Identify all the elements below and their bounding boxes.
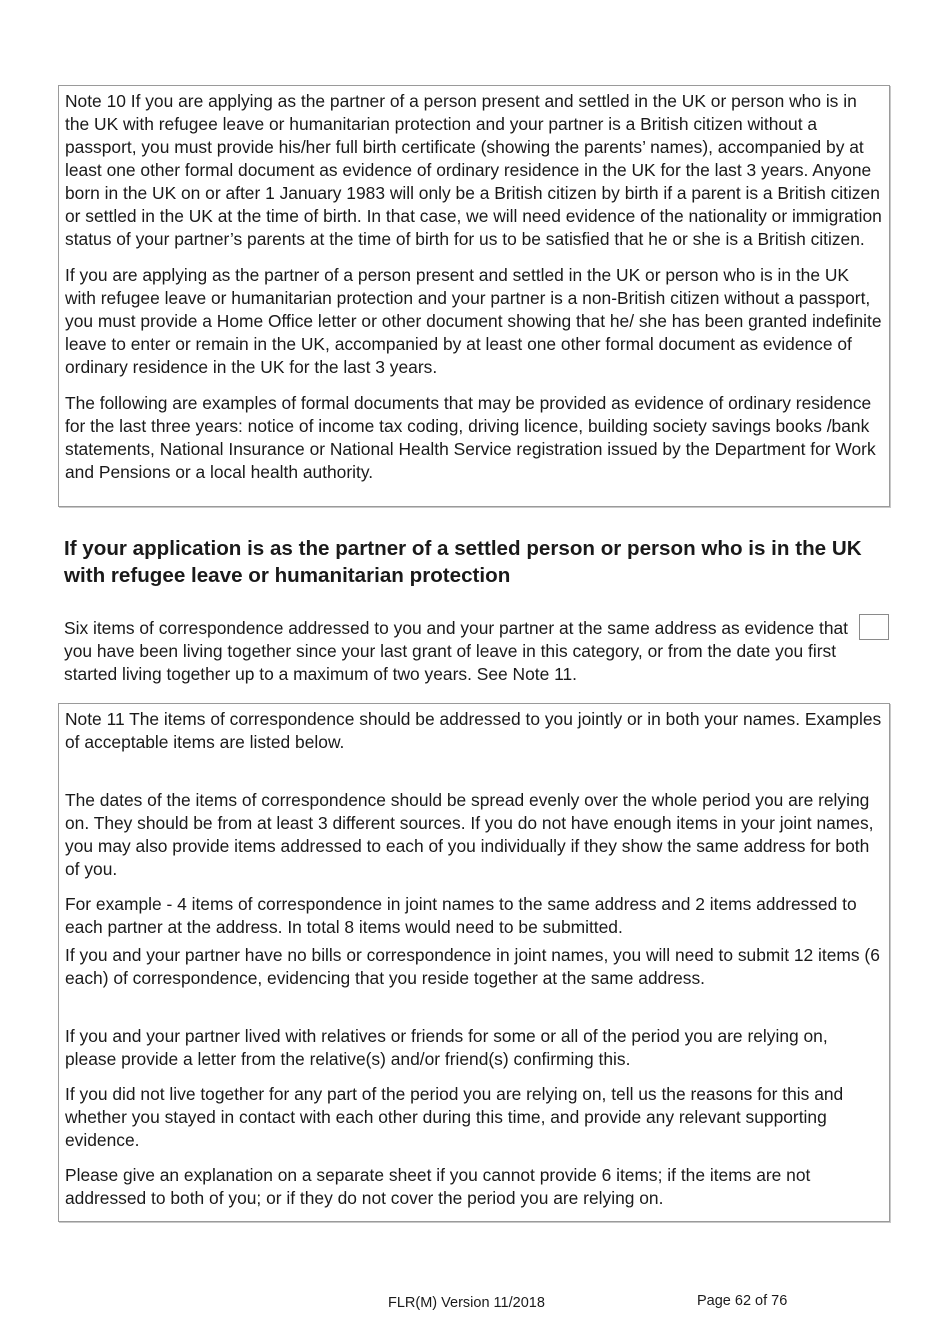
note-10-box <box>58 85 890 507</box>
note-11-paragraph: The dates of the items of correspondence should be spread evenly over the whole period you are relying on. They should be from at least 3 different sources. If you do not have enough items in your joint names, you may also provide items addressed to each of you individually if they show the same address for both of you. <box>65 790 874 879</box>
note-11-paragraph: If you and your partner lived with relatives or friends for some or all of the period you are relying on, please provide a letter from the relative(s) and/or friend(s) confirming this. <box>65 1026 828 1069</box>
footer-version: FLR(M) Version 11/2018 <box>388 1295 545 1311</box>
note-11-paragraph: Note 11 The items of correspondence should be addressed to you jointly or in both your names. Examples of acceptable items are listed below. <box>65 709 882 752</box>
correspondence-item-text: Six items of correspondence addressed to you and your partner at the same address as evidence that you have been living together since your last grant of leave in this category, or from the date you first started living together up to a maximum of two years. See Note 11. <box>64 618 848 684</box>
note-11-paragraph: If you and your partner have no bills or correspondence in joint names, you will need to submit 12 items (6 each) of correspondence, evidencing that you reside together at the same address. <box>65 945 880 988</box>
section-heading: If your application is as the partner of a settled person or person who is in the UK with refugee leave or humanitarian protection <box>64 537 862 587</box>
note-11-paragraph: Please give an explanation on a separate sheet if you cannot provide 6 items; if the items are not addressed to both of you; or if they do not cover the period you are relying on. <box>65 1165 811 1208</box>
note-11-box <box>58 703 890 1222</box>
note-10-paragraph: Note 10 If you are applying as the partner of a person present and settled in the UK or person who is in the UK with refugee leave or humanitarian protection and your partner is a British citizen without a passport, you must provide his/her full birth certificate (showing the parents’ names), accompanied by at least one other formal document as evidence of ordinary residence in the UK for the last 3 years. Anyone born in the UK on or after 1 January 1983 will only be a British citizen by birth if a parent is a British citizen or settled in the UK at the time of birth. In that case, we will need evidence of the nationality or immigration status of your partner’s parents at the time of birth for us to be satisfied that he or she is a British citizen. <box>65 91 882 249</box>
correspondence-checkbox[interactable] <box>859 614 889 640</box>
note-11-paragraph: If you did not live together for any part of the period you are relying on, tell us the reasons for this and whether you stayed in contact with each other during this time, and provide any relevant supporting evidence. <box>65 1084 844 1150</box>
footer-page-number: Page 62 of 76 <box>697 1293 788 1309</box>
note-11-paragraph: For example - 4 items of correspondence in joint names to the same address and 2 items addressed to each partner at the address. In total 8 items would need to be submitted. <box>65 894 857 937</box>
note-10-paragraph: The following are examples of formal documents that may be provided as evidence of ordinary residence for the last three years: notice of income tax coding, driving licence, building society savings books /bank statements, National Insurance or National Health Service registration issued by the Department for Work and Pensions or a local health authority. <box>65 393 876 482</box>
note-10-paragraph: If you are applying as the partner of a person present and settled in the UK or person who is in the UK with refugee leave or humanitarian protection and your partner is a non-British citizen without a passport, you must provide a Home Office letter or other document showing that he/ she has been granted indefinite leave to enter or remain in the UK, accompanied by at least one other formal document as evidence of ordinary residence in the UK for the last 3 years. <box>65 265 882 377</box>
